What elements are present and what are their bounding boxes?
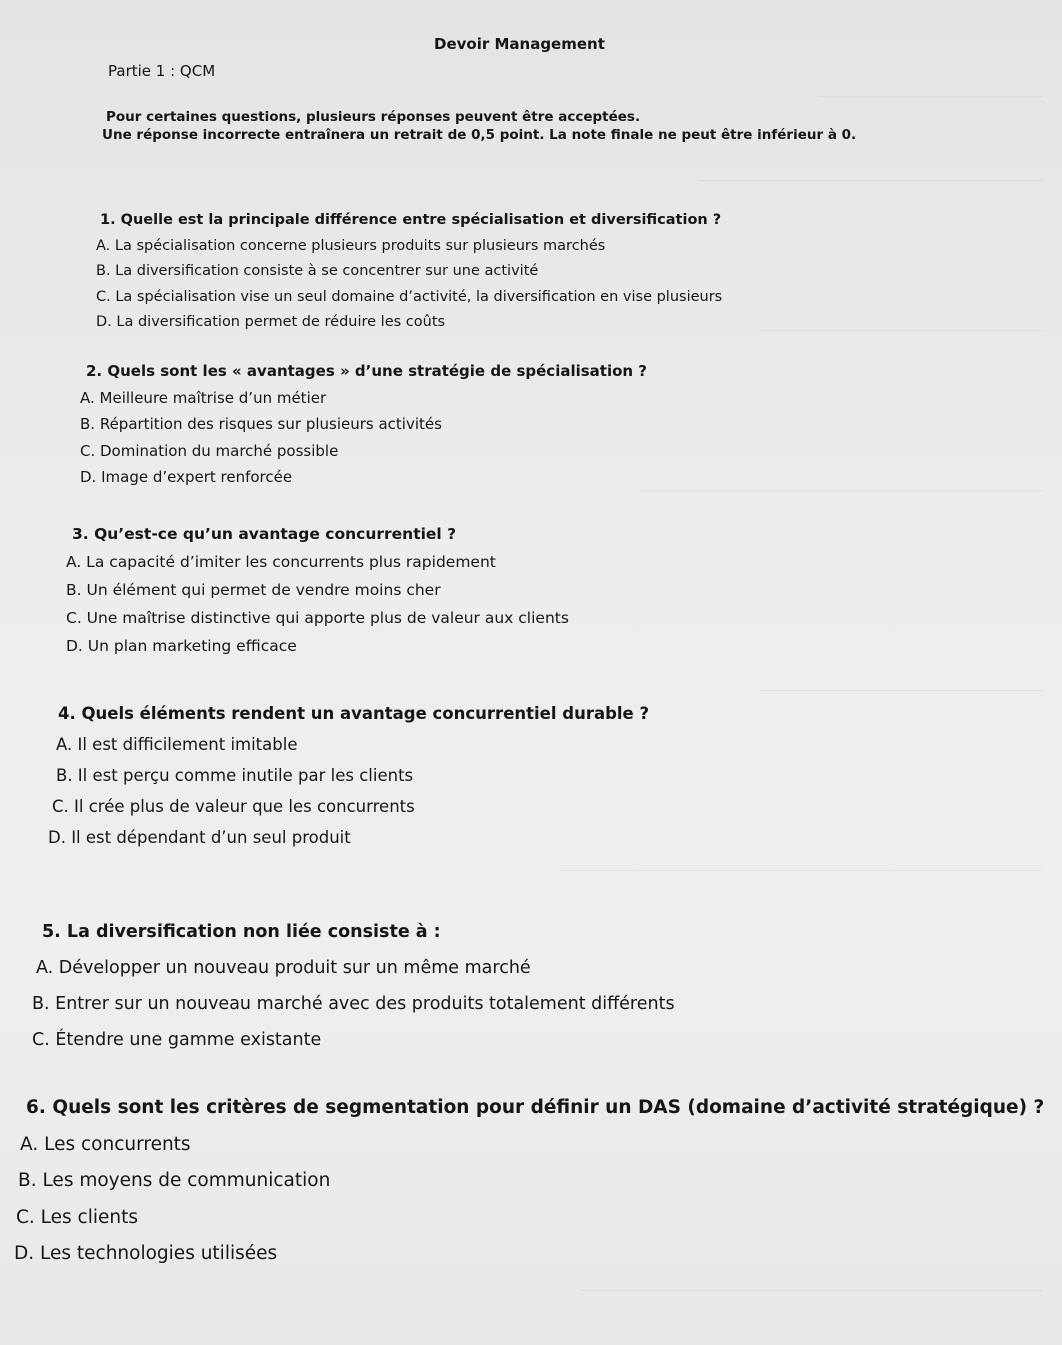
question-1	[96, 208, 722, 336]
question-5	[32, 914, 675, 1058]
option-c: C. Il crée plus de valeur que les concurrents	[52, 797, 415, 816]
question-6	[14, 1090, 1044, 1273]
instructions	[102, 108, 882, 144]
option-b: B. Répartition des risques sur plusieurs activités	[80, 415, 442, 433]
option-a: A. Meilleure maîtrise d’un métier	[80, 388, 327, 407]
option-c: C. Étendre une gamme existante	[32, 1030, 322, 1050]
option-a: A. Développer un nouveau produit sur un même marché	[36, 958, 531, 978]
bleed-through-line	[760, 690, 1042, 691]
option-b: B. La diversification consiste à se concentrer sur une activité	[96, 263, 539, 279]
option-a: A. Les concurrents	[20, 1133, 191, 1155]
question-4	[48, 698, 649, 853]
option-b: B. Un élément qui permet de vendre moins cher	[66, 581, 441, 599]
question-2	[80, 358, 647, 491]
option-d: D. Il est dépendant d’un seul produit	[48, 828, 351, 847]
bleed-through-line	[560, 870, 1042, 871]
document-title: Devoir Management	[434, 35, 605, 53]
option-a: A. Il est difficilement imitable	[56, 735, 298, 754]
option-d: D. Un plan marketing efficace	[66, 637, 297, 655]
option-b: B. Les moyens de communication	[18, 1170, 331, 1191]
option-c: C. Les clients	[16, 1206, 139, 1228]
option-c: C. Une maîtrise distinctive qui apporte plus de valeur aux clients	[66, 609, 569, 627]
option-d: D. La diversification permet de réduire les coûts	[96, 314, 446, 330]
section-heading: Partie 1 : QCM	[108, 62, 216, 80]
option-d: D. Image d’expert renforcée	[80, 468, 293, 486]
option-a: A. La spécialisation concerne plusieurs produits sur plusieurs marchés	[96, 237, 606, 254]
question-text: 1. Quelle est la principale différence entre spécialisation et diversification ?	[100, 212, 722, 228]
bleed-through-line	[760, 330, 1042, 331]
option-b: B. Il est perçu comme inutile par les clients	[56, 766, 414, 785]
option-a: A. La capacité d’imiter les concurrents plus rapidement	[66, 553, 496, 571]
option-c: C. Domination du marché possible	[80, 441, 339, 460]
instructions-line-2: Une réponse incorrecte entraînera un retrait de 0,5 point. La note finale ne peut être inférieur à 0.	[102, 127, 857, 143]
question-text: 5. La diversification non liée consiste à :	[42, 922, 441, 942]
option-b: B. Entrer sur un nouveau marché avec des produits totalement différents	[32, 994, 675, 1014]
option-c: C. La spécialisation vise un seul domaine d’activité, la diversification en vise plusieurs	[96, 288, 723, 305]
question-text: 2. Quels sont les « avantages » d’une stratégie de spécialisation ?	[86, 362, 648, 380]
bleed-through-line	[580, 1290, 1042, 1291]
question-text: 6. Quels sont les critères de segmentation pour définir un DAS (domaine d’activité stratégique) ?	[26, 1097, 1045, 1118]
bleed-through-line	[640, 490, 1042, 491]
bleed-through-line	[820, 96, 1042, 97]
question-text: 3. Qu’est-ce qu’un avantage concurrentiel ?	[72, 525, 457, 543]
instructions-line-1: Pour certaines questions, plusieurs réponses peuvent être acceptées.	[106, 109, 641, 125]
option-d: D. Les technologies utilisées	[14, 1243, 278, 1264]
question-3	[66, 520, 569, 660]
bleed-through-line	[700, 180, 1042, 181]
question-text: 4. Quels éléments rendent un avantage concurrentiel durable ?	[58, 704, 650, 723]
